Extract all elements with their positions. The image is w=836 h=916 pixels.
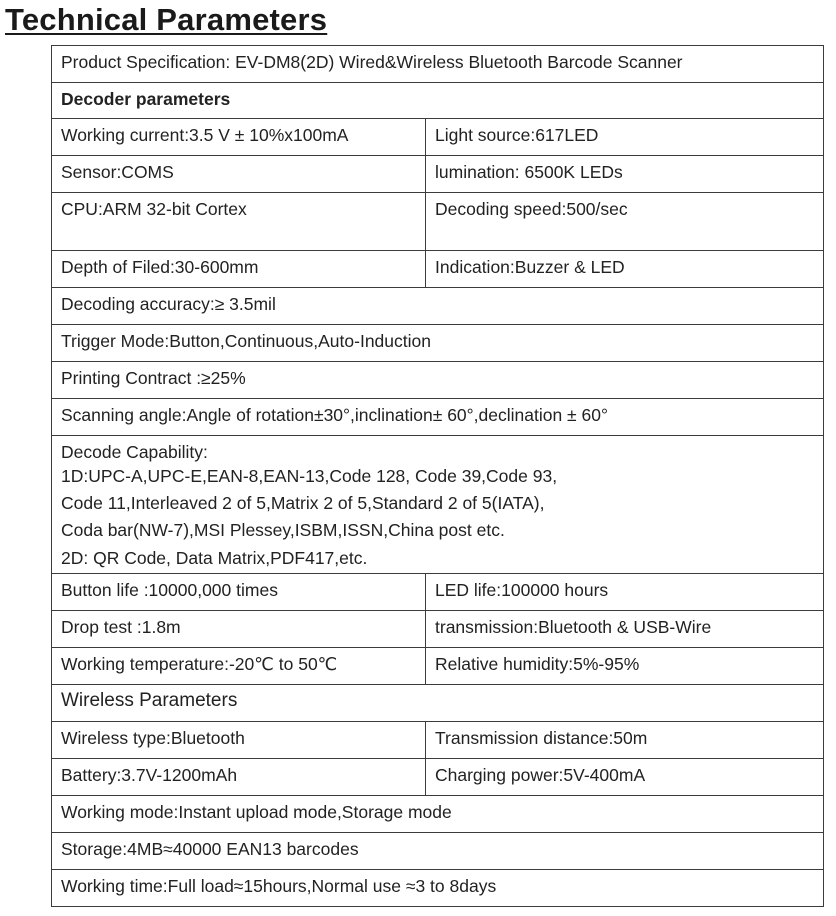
table-row [52, 833, 824, 870]
spec-cell: Sensor:COMS [52, 156, 426, 193]
decode-capability-line: 2D: QR Code, Data Matrix,PDF417,etc. [61, 547, 368, 568]
spec-cell: Light source:617LED [426, 119, 824, 156]
table-row [52, 722, 824, 759]
spec-table [51, 45, 824, 907]
page-title: Technical Parameters [5, 2, 328, 37]
spec-cell: Button life :10000,000 times [52, 574, 426, 611]
spec-cell: Indication:Buzzer & LED [426, 251, 824, 288]
wireless-heading: Wireless Parameters [52, 685, 824, 722]
spec-cell: lumination: 6500K LEDs [426, 156, 824, 193]
table-row [52, 870, 824, 907]
scanning-angle-cell: Scanning angle:Angle of rotation±30°,inclination± 60°,declination ± 60° [52, 399, 824, 436]
working-time-cell: Working time:Full load≈15hours,Normal use ≈3 to 8days [52, 870, 824, 907]
spec-cell: Working temperature:-20℃ to 50℃ [52, 648, 426, 685]
working-mode-cell: Working mode:Instant upload mode,Storage mode [52, 796, 824, 833]
table-row [52, 156, 824, 193]
decode-capability-line: Coda bar(NW-7),MSI Plessey,ISBM,ISSN,China post etc. [61, 520, 505, 541]
table-row [52, 325, 824, 362]
table-row [52, 46, 824, 83]
spec-cell: Decoding speed:500/sec [426, 193, 824, 251]
decoding-accuracy-cell: Decoding accuracy:≥ 3.5mil [52, 288, 824, 325]
spec-cell: Relative humidity:5%-95% [426, 648, 824, 685]
table-row [52, 611, 824, 648]
table-row [52, 193, 824, 251]
table-row [52, 251, 824, 288]
storage-cell: Storage:4MB≈40000 EAN13 barcodes [52, 833, 824, 870]
table-row [52, 119, 824, 156]
decode-capability-line: 1D:UPC-A,UPC-E,EAN-8,EAN-13,Code 128, Code 39,Code 93, [61, 466, 558, 486]
spec-cell: Transmission distance:50m [426, 722, 824, 759]
spec-cell: CPU:ARM 32-bit Cortex [52, 193, 426, 251]
spec-cell: Working current:3.5 V ± 10%x100mA [52, 119, 426, 156]
decoder-heading: Decoder parameters [52, 83, 824, 119]
decode-capability-line: Code 11,Interleaved 2 of 5,Matrix 2 of 5,Standard 2 of 5(IATA), [61, 493, 545, 514]
table-row [52, 362, 824, 399]
product-spec-cell: Product Specification: EV-DM8(2D) Wired&Wireless Bluetooth Barcode Scanner [52, 46, 824, 83]
spec-cell: LED life:100000 hours [426, 574, 824, 611]
spec-cell: transmission:Bluetooth & USB-Wire [426, 611, 824, 648]
trigger-mode-cell: Trigger Mode:Button,Continuous,Auto-Induction [52, 325, 824, 362]
printing-contract-cell: Printing Contract :≥25% [52, 362, 824, 399]
spec-cell: Wireless type:Bluetooth [52, 722, 426, 759]
spec-cell: Drop test :1.8m [52, 611, 426, 648]
spec-cell: Depth of Filed:30-600mm [52, 251, 426, 288]
table-row [52, 574, 824, 611]
decode-capability-cell [52, 436, 824, 574]
table-row [52, 796, 824, 833]
table-row [52, 685, 824, 722]
table-row [52, 399, 824, 436]
spec-cell: Charging power:5V-400mA [426, 759, 824, 796]
table-row [52, 648, 824, 685]
table-row [52, 759, 824, 796]
table-row [52, 288, 824, 325]
table-row [52, 83, 824, 119]
decode-capability-line: Decode Capability: [61, 442, 208, 462]
table-row [52, 436, 824, 574]
spec-cell: Battery:3.7V-1200mAh [52, 759, 426, 796]
